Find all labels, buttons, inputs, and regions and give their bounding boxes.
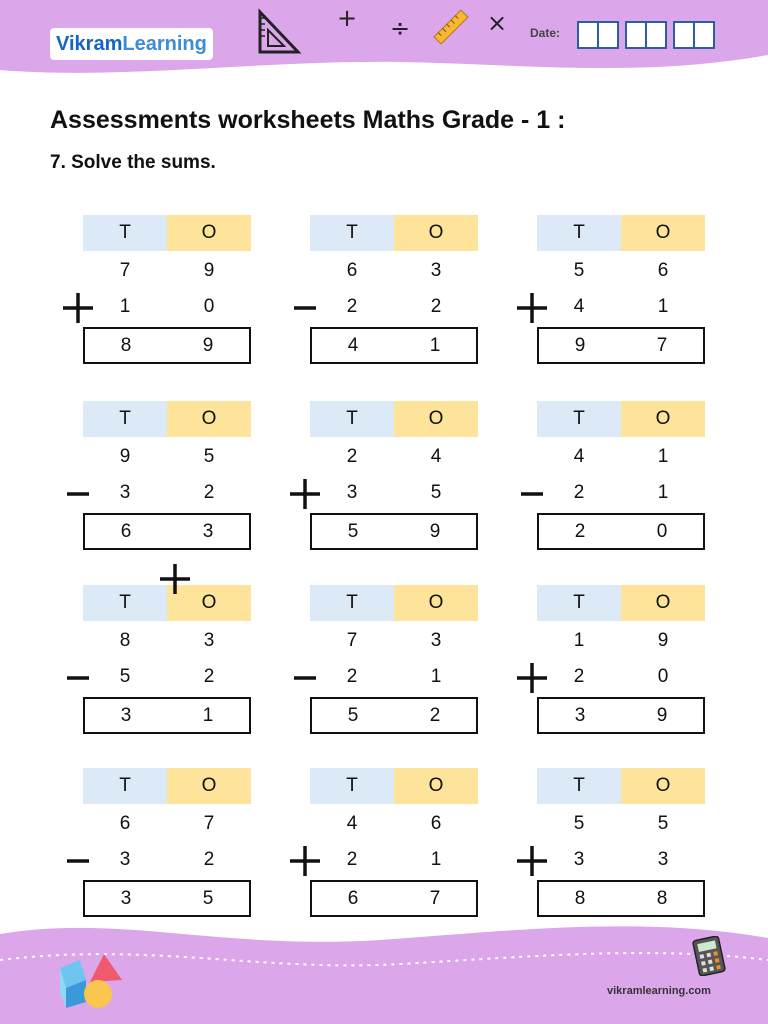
times-symbol: × [487, 9, 508, 37]
answer-tens-digit: 3 [120, 704, 132, 726]
tens-digit: 6 [119, 813, 131, 834]
first-number-row [310, 439, 478, 475]
answer-tens-digit: 6 [120, 520, 132, 542]
place-value-header [537, 768, 705, 804]
second-number-row [83, 659, 251, 695]
ones-digit: 9 [203, 260, 215, 281]
ones-digit: 7 [203, 813, 215, 834]
place-value-header [537, 401, 705, 437]
plus-operator-icon [515, 661, 551, 695]
first-number-row [310, 253, 478, 289]
plus-operator-icon [288, 844, 324, 878]
answer-tens-digit: 8 [120, 334, 132, 356]
answer-ones-digit: 9 [202, 334, 214, 356]
ones-header: O [167, 215, 251, 251]
answer-ones-digit: 5 [202, 887, 214, 909]
ones-digit: 1 [657, 482, 669, 503]
date-day-boxes[interactable] [577, 21, 619, 49]
sum-problem [310, 215, 478, 365]
place-value-header [310, 215, 478, 251]
answer-box[interactable] [83, 327, 251, 364]
second-number-row [83, 289, 251, 325]
logo [50, 28, 213, 60]
logo-part1: Vikram [56, 32, 123, 55]
first-number-row [537, 439, 705, 475]
answer-tens-digit: 5 [347, 704, 359, 726]
ones-digit: 2 [203, 666, 215, 687]
tens-header: T [537, 768, 621, 804]
first-number-row [537, 253, 705, 289]
answer-ones-digit: 7 [429, 887, 441, 909]
answer-box[interactable] [537, 697, 705, 734]
ones-digit: 5 [203, 446, 215, 467]
tens-header: T [83, 401, 167, 437]
set-square-icon [254, 8, 304, 56]
place-value-header [83, 768, 251, 804]
tens-digit: 1 [119, 296, 131, 317]
second-number-row [537, 289, 705, 325]
place-value-header [310, 768, 478, 804]
plus-operator-icon [515, 844, 551, 878]
second-number-row [537, 842, 705, 878]
date-field[interactable] [577, 21, 715, 49]
place-value-header [537, 215, 705, 251]
answer-ones-digit: 1 [202, 704, 214, 726]
ones-digit: 6 [430, 813, 442, 834]
footer-url: vikramlearning.com [607, 985, 711, 997]
place-value-header [83, 215, 251, 251]
tens-header: T [310, 215, 394, 251]
ones-digit: 3 [203, 630, 215, 651]
first-number-row [83, 623, 251, 659]
place-value-header [310, 401, 478, 437]
ones-header: O [167, 585, 251, 621]
tens-header: T [537, 585, 621, 621]
sum-problem [83, 585, 251, 735]
first-number-row [83, 439, 251, 475]
date-digit-box[interactable] [695, 23, 713, 47]
tens-header: T [537, 401, 621, 437]
ones-digit: 1 [657, 296, 669, 317]
tens-digit: 4 [346, 813, 358, 834]
sum-problem [83, 768, 251, 918]
first-number-row [83, 806, 251, 842]
ones-digit: 5 [657, 813, 669, 834]
date-digit-box[interactable] [647, 23, 665, 47]
ones-header: O [167, 401, 251, 437]
sum-problem [310, 401, 478, 551]
answer-ones-digit: 8 [656, 887, 668, 909]
ones-header: O [621, 585, 705, 621]
answer-tens-digit: 5 [347, 520, 359, 542]
place-value-header [537, 585, 705, 621]
sum-problem [537, 585, 705, 735]
answer-box[interactable] [310, 697, 478, 734]
tens-digit: 9 [119, 446, 131, 467]
date-digit-box[interactable] [627, 23, 647, 47]
ones-digit: 0 [657, 666, 669, 687]
tens-digit: 2 [573, 482, 585, 503]
tens-header: T [310, 768, 394, 804]
date-year-boxes[interactable] [673, 21, 715, 49]
ones-digit: 3 [430, 630, 442, 651]
ones-header: O [394, 768, 478, 804]
date-label: Date: [530, 26, 561, 40]
logo-part2: Learning [122, 32, 207, 55]
tens-digit: 1 [573, 630, 585, 651]
minus-operator-icon [288, 661, 324, 695]
tens-digit: 7 [119, 260, 131, 281]
answer-box[interactable] [310, 327, 478, 364]
answer-tens-digit: 6 [347, 887, 359, 909]
date-digit-box[interactable] [675, 23, 695, 47]
tens-digit: 2 [573, 666, 585, 687]
ones-digit: 3 [430, 260, 442, 281]
ones-digit: 9 [657, 630, 669, 651]
sum-problem [83, 215, 251, 365]
minus-operator-icon [288, 291, 324, 325]
tens-digit: 3 [119, 482, 131, 503]
answer-tens-digit: 8 [574, 887, 586, 909]
calculator-icon [692, 936, 726, 976]
tens-digit: 5 [573, 813, 585, 834]
date-digit-box[interactable] [599, 23, 617, 47]
tens-digit: 3 [119, 849, 131, 870]
first-number-row [537, 623, 705, 659]
minus-operator-icon [61, 477, 97, 511]
sum-problem [310, 768, 478, 918]
ones-header: O [394, 215, 478, 251]
tens-digit: 3 [346, 482, 358, 503]
first-number-row [310, 623, 478, 659]
sum-problem [537, 215, 705, 365]
date-digit-box[interactable] [579, 23, 599, 47]
minus-operator-icon [61, 844, 97, 878]
plus-operator-icon [288, 477, 324, 511]
first-number-row [83, 253, 251, 289]
tens-digit: 3 [573, 849, 585, 870]
tens-digit: 2 [346, 849, 358, 870]
second-number-row [83, 842, 251, 878]
answer-box[interactable] [83, 697, 251, 734]
tens-header: T [83, 215, 167, 251]
ones-digit: 2 [203, 482, 215, 503]
place-value-header [310, 585, 478, 621]
second-number-row [83, 475, 251, 511]
ones-header: O [621, 768, 705, 804]
ones-header: O [621, 401, 705, 437]
ones-digit: 2 [203, 849, 215, 870]
sum-problem [310, 585, 478, 735]
ones-header: O [394, 401, 478, 437]
answer-tens-digit: 4 [347, 334, 359, 356]
first-number-row [310, 806, 478, 842]
second-number-row [310, 289, 478, 325]
ones-header: O [394, 585, 478, 621]
tens-header: T [310, 401, 394, 437]
plus-operator-icon [515, 291, 551, 325]
second-number-row [537, 475, 705, 511]
answer-ones-digit: 7 [656, 334, 668, 356]
answer-ones-digit: 9 [429, 520, 441, 542]
second-number-row [310, 659, 478, 695]
ones-header: O [621, 215, 705, 251]
minus-operator-icon [61, 661, 97, 695]
ones-digit: 1 [657, 446, 669, 467]
tens-digit: 7 [346, 630, 358, 651]
answer-ones-digit: 3 [202, 520, 214, 542]
answer-box[interactable] [310, 513, 478, 550]
worksheet-title: Assessments worksheets Maths Grade - 1 : [50, 106, 566, 134]
ones-digit: 1 [430, 666, 442, 687]
tens-digit: 2 [346, 446, 358, 467]
tens-header: T [310, 585, 394, 621]
answer-box[interactable] [537, 513, 705, 550]
tens-header: T [83, 768, 167, 804]
ones-header: O [167, 768, 251, 804]
ones-digit: 5 [430, 482, 442, 503]
shapes-icon [56, 950, 128, 1012]
plus-operator-icon [61, 291, 97, 325]
tens-digit: 2 [346, 296, 358, 317]
plus-sign-icon [158, 562, 192, 596]
instruction-text: 7. Solve the sums. [50, 152, 216, 173]
sum-problem [537, 768, 705, 918]
ones-digit: 0 [203, 296, 215, 317]
ones-digit: 1 [430, 849, 442, 870]
divide-symbol: ÷ [390, 14, 411, 42]
minus-operator-icon [515, 477, 551, 511]
tens-digit: 4 [573, 296, 585, 317]
tens-digit: 6 [346, 260, 358, 281]
ruler-icon [430, 6, 472, 48]
answer-box[interactable] [83, 880, 251, 917]
plus-symbol: + [337, 4, 358, 32]
ones-digit: 3 [657, 849, 669, 870]
date-month-boxes[interactable] [625, 21, 667, 49]
tens-digit: 5 [119, 666, 131, 687]
tens-digit: 2 [346, 666, 358, 687]
answer-tens-digit: 3 [120, 887, 132, 909]
answer-ones-digit: 9 [656, 704, 668, 726]
place-value-header [83, 401, 251, 437]
second-number-row [310, 842, 478, 878]
second-number-row [537, 659, 705, 695]
answer-box[interactable] [310, 880, 478, 917]
answer-box[interactable] [83, 513, 251, 550]
tens-digit: 4 [573, 446, 585, 467]
answer-tens-digit: 9 [574, 334, 586, 356]
sum-problem [537, 401, 705, 551]
answer-box[interactable] [537, 880, 705, 917]
tens-header: T [537, 215, 621, 251]
answer-ones-digit: 2 [429, 704, 441, 726]
ones-digit: 2 [430, 296, 442, 317]
tens-digit: 5 [573, 260, 585, 281]
first-number-row [537, 806, 705, 842]
tens-digit: 8 [119, 630, 131, 651]
sum-problem [83, 401, 251, 551]
second-number-row [310, 475, 478, 511]
answer-ones-digit: 0 [656, 520, 668, 542]
ones-digit: 4 [430, 446, 442, 467]
answer-box[interactable] [537, 327, 705, 364]
answer-ones-digit: 1 [429, 334, 441, 356]
answer-tens-digit: 3 [574, 704, 586, 726]
ones-digit: 6 [657, 260, 669, 281]
tens-header: T [83, 585, 167, 621]
answer-tens-digit: 2 [574, 520, 586, 542]
